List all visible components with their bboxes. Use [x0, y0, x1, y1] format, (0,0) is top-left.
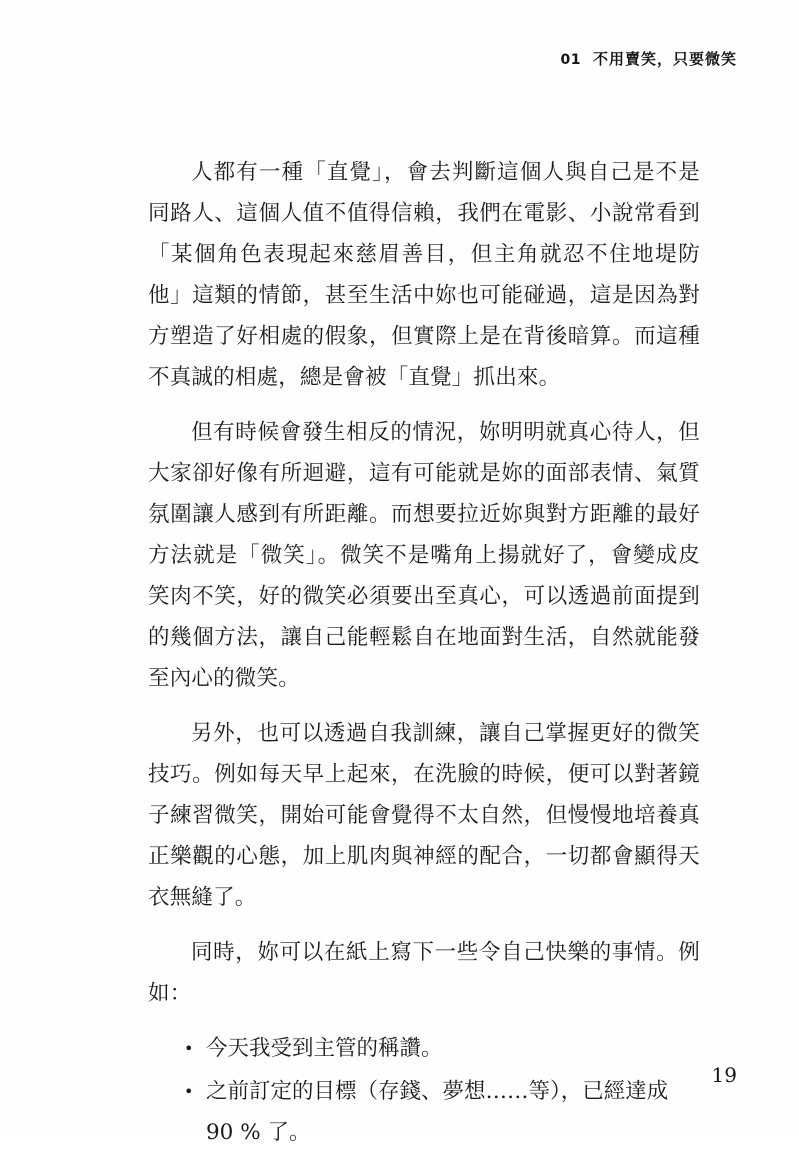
list-item: [184, 1071, 700, 1153]
bullet-list: [148, 1028, 700, 1153]
paragraph: 但有時候會發生相反的情況，妳明明就真心待人，但大家卻好像有所迴避，這有可能就是妳的面部表情、氣質氛圍讓人感到有所距離。而想要拉近妳與對方距離的最好方法就是「微笑」。微笑不是嘴角上揚就好了，會變成皮笑肉不笑，好的微笑必須要出至真心，可以透過前面提到的幾個方法，讓自己能輕鬆自在地面對生活，自然就能發至內心的微笑。: [148, 420, 700, 691]
running-head: [561, 48, 738, 69]
page-number: 19: [711, 1063, 737, 1087]
paragraph: 人都有一種「直覺」，會去判斷這個人與自己是不是同路人、這個人值不值得信賴，我們在電影、小說常看到「某個角色表現起來慈眉善目，但主角就忍不住地堤防他」這類的情節，甚至生活中妳也可能碰過，這是因為對方塑造了好相處的假象，但實際上是在背後暗算。而這種不真誠的相處，總是會被「直覺」抓出來。: [148, 160, 700, 390]
body-text: [148, 152, 700, 1155]
chapter-number: 01: [560, 52, 581, 68]
list-item-label: 之前訂定的目標（存錢、夢想……等），已經達成 90 % 了。: [206, 1079, 669, 1145]
bullet-marker-icon: •: [184, 1082, 194, 1101]
list-item: [184, 1028, 700, 1069]
paragraph: 另外，也可以透過自我訓練，讓自己掌握更好的微笑技巧。例如每天早上起來，在洗臉的時候，便可以對著鏡子練習微笑，開始可能會覺得不太自然，但慢慢地培養真正樂觀的心態，加上肌肉與神經的配合，一切都會顯得天衣無縫了。: [148, 721, 700, 910]
bullet-marker-icon: •: [184, 1039, 194, 1058]
paragraph: 同時，妳可以在紙上寫下一些令自己快樂的事情。例如：: [148, 940, 700, 1006]
chapter-title: 不用賣笑，只要微笑: [592, 50, 737, 68]
list-item-label: 今天我受到主管的稱讚。: [206, 1036, 443, 1061]
